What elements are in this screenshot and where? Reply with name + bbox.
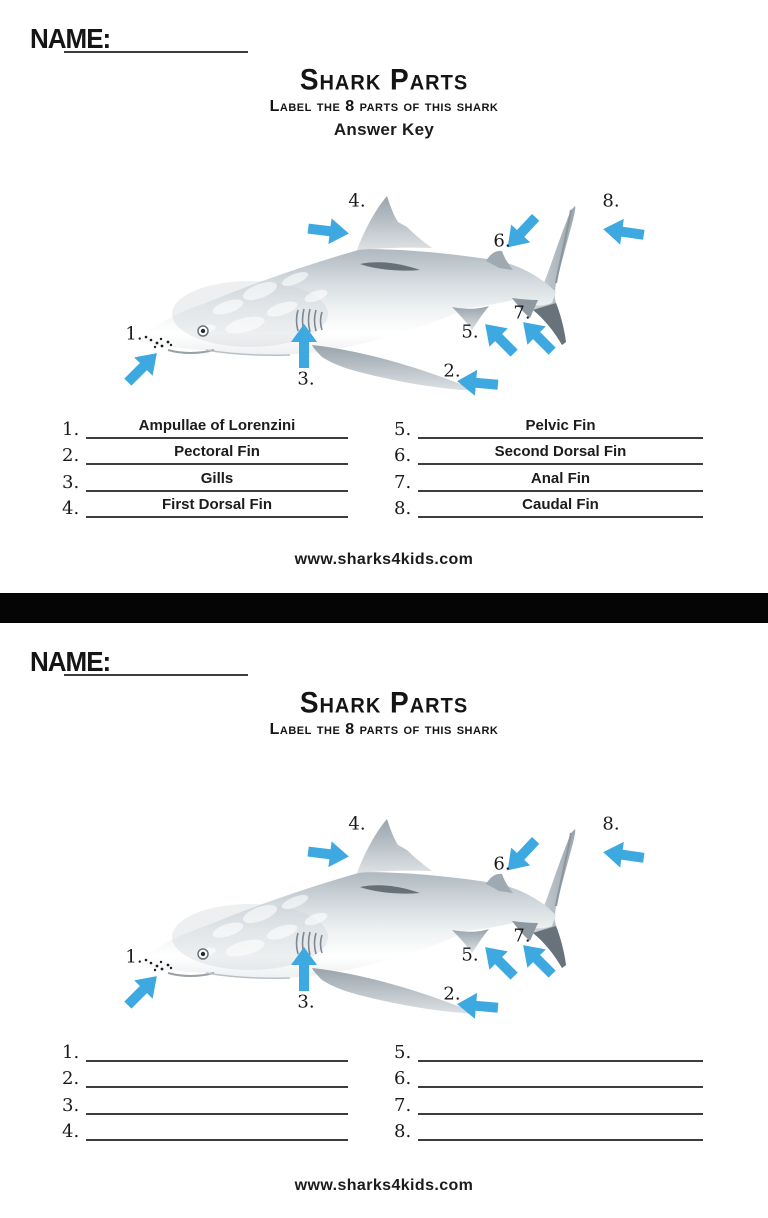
answer-row [394,439,703,466]
website-url: www.sharks4kids.com [294,1177,474,1194]
answers-left-column [62,1035,348,1141]
answer-line [418,418,703,439]
answer-text [86,1067,348,1086]
answer-row [62,465,348,492]
answer-text [418,1094,703,1113]
marker-8: 8. [602,190,620,212]
answer-blank-line [86,1120,348,1141]
worksheet-page-answer-key [0,0,768,593]
marker-7: 7. [513,302,531,324]
name-label: NAME: [30,22,111,55]
answer-row [62,1035,348,1062]
page-subtitle: Label the 8 parts of this shark [269,721,499,738]
marker-2: 2. [443,983,461,1005]
answer-number: 3. [62,1094,80,1116]
name-blank-line [64,647,248,676]
answer-text [418,1120,703,1139]
answer-blank-line [86,1041,348,1062]
shark-diagram [110,802,670,1033]
answer-number: 5. [394,418,412,440]
answer-text: Anal Fin [530,469,591,487]
marker-1: 1. [125,946,143,968]
answer-blank-line [418,1094,703,1115]
page-divider [0,593,768,623]
marker-3: 3. [297,991,315,1013]
answer-row [394,1035,703,1062]
answer-line [86,418,348,439]
marker-4: 4. [348,190,366,212]
page-title: Shark Parts [299,63,469,96]
answer-number: 8. [394,498,412,519]
name-blank-line [64,24,248,53]
answer-row [62,439,348,466]
answer-row [62,492,348,519]
answer-number: 7. [394,1094,412,1116]
answer-blank-line [418,1120,703,1141]
marker-1: 1. [125,323,143,345]
answer-number: 1. [62,1041,80,1063]
page-title: Shark Parts [299,686,469,719]
answer-row [62,412,348,439]
answer-number: 7. [394,471,412,493]
answer-number: 6. [394,445,412,466]
website-url: www.sharks4kids.com [294,551,474,568]
answer-text: Ampullae of Lorenzini [138,416,296,434]
answers-right-column [394,1035,703,1141]
answer-number: 2. [62,445,80,466]
marker-4: 4. [348,813,366,835]
answer-line [418,497,703,518]
answers-right-column [394,412,703,518]
answer-number: 6. [394,1068,412,1089]
answer-text [86,1094,348,1113]
answer-number: 2. [62,1068,80,1089]
answer-line [418,444,703,465]
answer-row [394,412,703,439]
answer-text [86,1120,348,1139]
answer-number: 4. [62,1121,80,1142]
answer-row [394,465,703,492]
answer-text [86,1041,348,1060]
worksheet-page-blank [0,623,768,1218]
answer-row [62,1088,348,1115]
answer-row [394,1115,703,1142]
answer-row [394,1062,703,1089]
answer-row [62,1062,348,1089]
answer-text: First Dorsal Fin [161,496,273,513]
page-subtitle: Label the 8 parts of this shark [269,98,499,115]
answer-line [86,444,348,465]
marker-3: 3. [297,368,315,390]
answer-text: Pectoral Fin [174,443,260,460]
answer-blank-line [86,1067,348,1088]
answer-row [62,1115,348,1142]
answer-text: Gills [200,469,234,487]
answer-text [418,1041,703,1060]
marker-6: 6. [493,230,511,252]
answer-key-note: Answer Key [333,120,435,139]
answer-blank-line [418,1041,703,1062]
answer-blank-line [418,1067,703,1088]
answer-number: 8. [394,1121,412,1142]
marker-8: 8. [602,813,620,835]
shark-diagram [110,179,670,410]
marker-5: 5. [461,944,479,966]
marker-5: 5. [461,321,479,343]
marker-6: 6. [493,853,511,875]
answer-line [86,497,348,518]
answer-number: 5. [394,1041,412,1063]
answer-number: 1. [62,418,80,440]
answer-text: Pelvic Fin [525,416,596,434]
answer-row [394,492,703,519]
answer-line [86,471,348,492]
marker-2: 2. [443,360,461,382]
answer-row [394,1088,703,1115]
answer-text [418,1067,703,1086]
answer-text: Caudal Fin [522,496,599,513]
name-label: NAME: [30,645,111,678]
answers-left-column [62,412,348,518]
answer-text: Second Dorsal Fin [494,443,627,460]
answer-number: 4. [62,498,80,519]
answer-blank-line [86,1094,348,1115]
marker-7: 7. [513,925,531,947]
answer-number: 3. [62,471,80,493]
answer-line [418,471,703,492]
